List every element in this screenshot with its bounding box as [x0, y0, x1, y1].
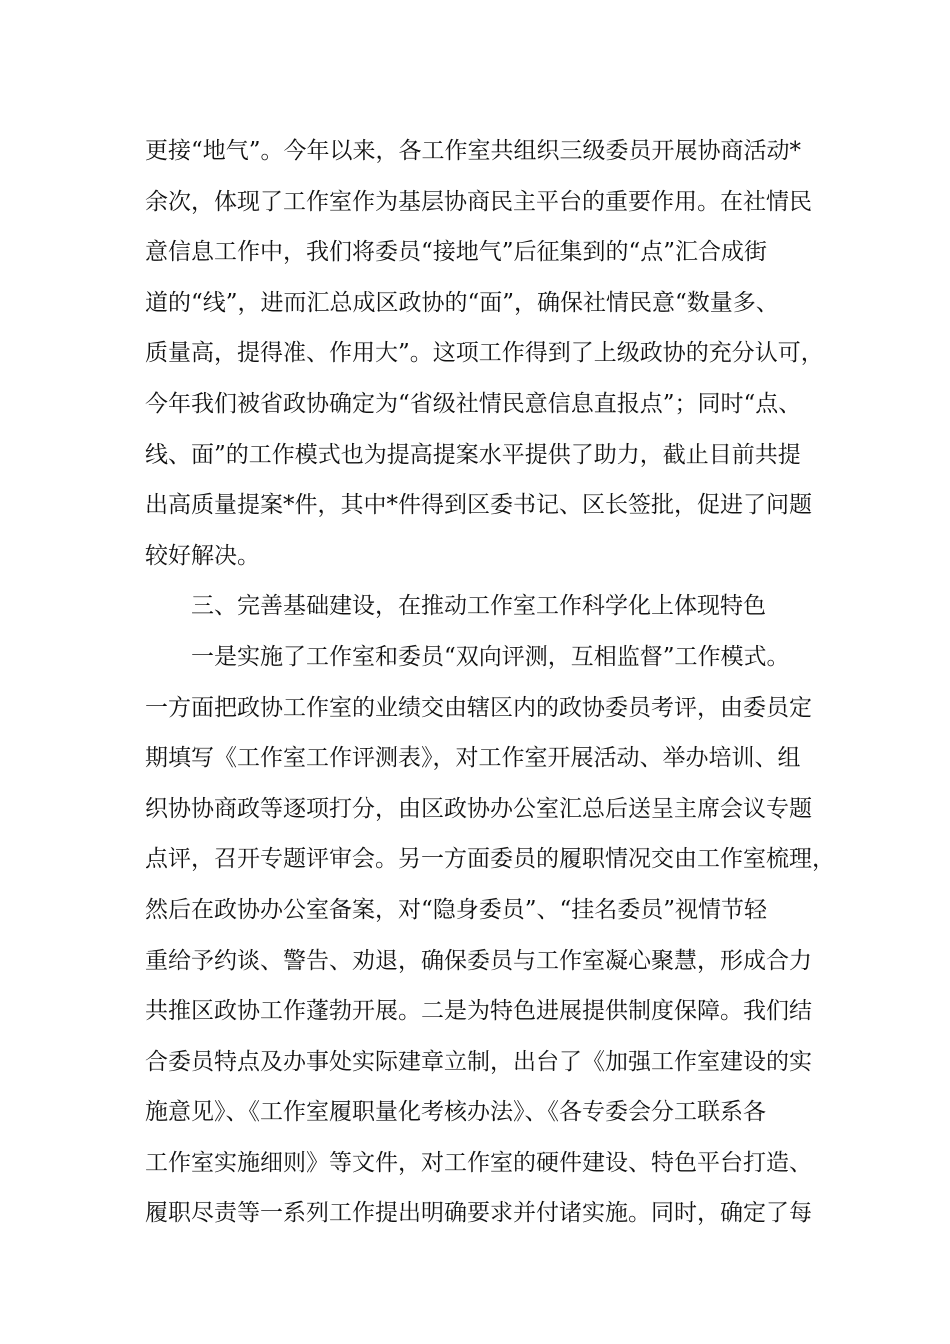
text-line: 一方面把政协工作室的业绩交由辖区内的政协委员考评，由委员定 — [145, 694, 812, 721]
text-line: 期填写《工作室工作评测表》，对工作室开展活动、举办培训、组 — [145, 745, 801, 772]
text-line: 共推区政协工作蓬勃开展。二是为特色进展提供制度保障。我们结 — [145, 998, 812, 1025]
text-line: 合委员特点及办事处实际建章立制，出台了《加强工作室建设的实 — [145, 1048, 812, 1075]
text-line: 织协协商政等逐项打分，由区政协办公室汇总后送呈主席会议专题 — [145, 795, 812, 822]
text-line: 更接“地气”。今年以来，各工作室共组织三级委员开展协商活动* — [145, 138, 802, 164]
text-line: 履职尽责等一系列工作提出明确要求并付诸实施。同时，确定了每 — [145, 1200, 812, 1227]
body-text — [145, 126, 835, 1239]
text-line: 余次，体现了工作室作为基层协商民主平台的重要作用。在社情民 — [145, 188, 812, 215]
text-line: 今年我们被省政协确定为“省级社情民意信息直报点”；同时“点、 — [145, 390, 802, 417]
section-heading: 三、完善基础建设，在推动工作室工作科学化上体现特色 — [191, 593, 766, 620]
text-line: 点评，召开专题评审会。另一方面委员的履职情况交由工作室梳理， — [145, 846, 835, 873]
text-line: 出高质量提案*件，其中*件得到区委书记、区长签批，促进了问题 — [145, 492, 812, 519]
paragraph-first-line: 一是实施了工作室和委员“双向评测，互相监督”工作模式。 — [191, 643, 790, 670]
text-line: 线、面”的工作模式也为提高提案水平提供了助力，截止目前共提 — [145, 441, 801, 468]
text-line: 重给予约谈、警告、劝退，确保委员与工作室凝心聚慧，形成合力 — [145, 947, 812, 974]
text-line: 意信息工作中，我们将委员“接地气”后征集到的“点”汇合成街 — [145, 239, 768, 266]
text-line: 然后在政协办公室备案，对“隐身委员”、“挂名委员”视情节轻 — [145, 896, 768, 923]
text-line: 施意见》、《工作室履职量化考核办法》、《各专委会分工联系各 — [145, 1099, 766, 1126]
text-line: 质量高，提得准、作用大”。这项工作得到了上级政协的充分认可， — [145, 340, 824, 367]
text-line: 较好解决。 — [145, 542, 260, 569]
text-line: 工作室实施细则》等文件，对工作室的硬件建设、特色平台打造、 — [145, 1149, 812, 1176]
text-line: 道的“线”，进而汇总成区政协的“面”，确保社情民意“数量多、 — [145, 289, 779, 316]
